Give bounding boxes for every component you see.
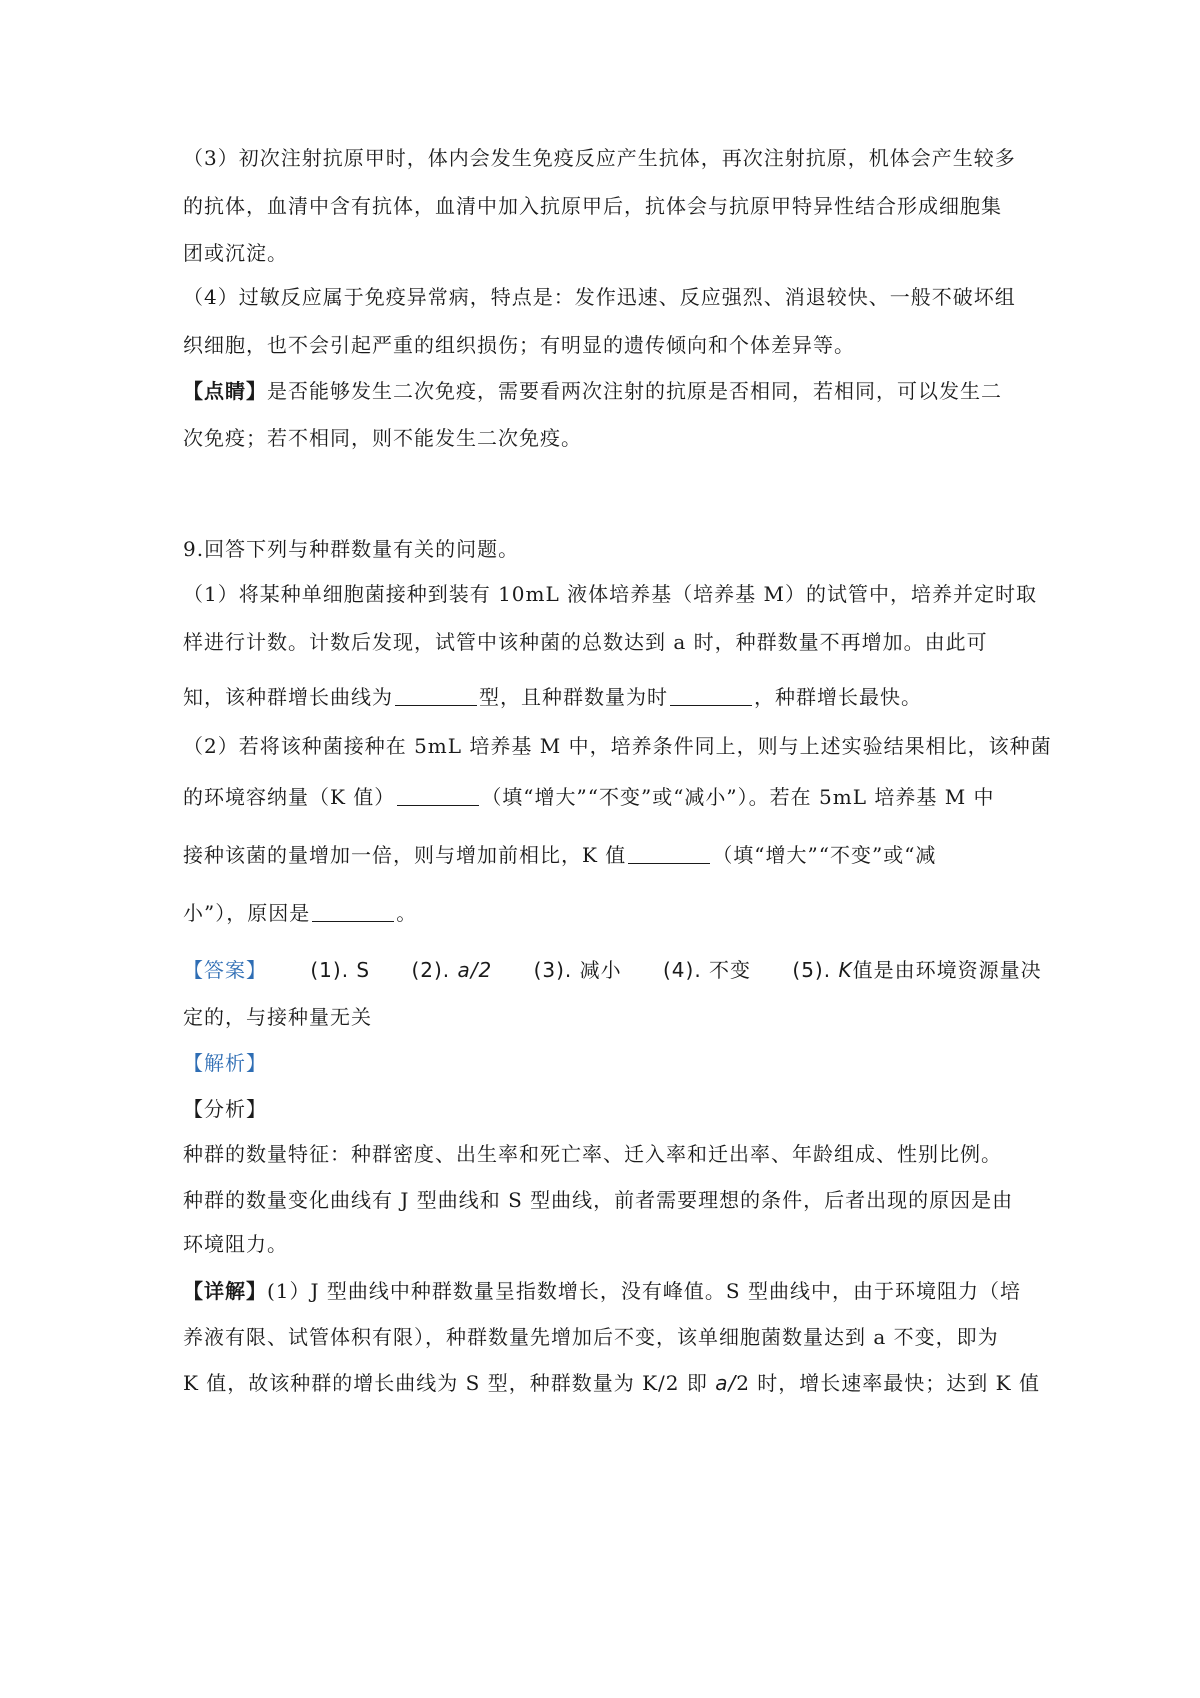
answer-item-3: (3). 减小 [533, 958, 622, 982]
xiangjie-line2: 养液有限、试管体积有限），种群数量先增加后不变，该单细胞菌数量达到 a 不变，即为 [183, 1325, 999, 1349]
xiangjie-line3 [183, 1368, 1043, 1398]
xiangjie-line3-italic: a/ [715, 1371, 737, 1395]
part3-line3: 团或沉淀。 [183, 241, 288, 265]
q9-p2-line3 [183, 840, 1043, 870]
dianjing-text1: 是否能够发生二次免疫，需要看两次注射的抗原是否相同，若相同，可以发生二 [267, 379, 1002, 403]
q9-p2-line2-b: （填“增大”“不变”或“减小”）。若在 5mL 培养基 M 中 [481, 785, 995, 809]
q9-p2-line4 [183, 898, 1043, 928]
q9-p1-line1: （1）将某种单细胞菌接种到装有 10mL 液体培养基（培养基 M）的试管中，培养并定时取 [183, 582, 1037, 606]
q9-p1-line3-b: 型，且种群数量为时 [479, 685, 668, 709]
answer-line1 [183, 955, 1043, 985]
q9-p2-line2 [183, 782, 1043, 812]
answer-item-4: (4). 不变 [663, 958, 752, 982]
q9-p2-line2-a: 的环境容纳量（K 值） [183, 785, 396, 809]
q9-title: 9.回答下列与种群数量有关的问题。 [183, 537, 520, 561]
q9-p2-line3-a: 接种该菌的量增加一倍，则与增加前相比，K 值 [183, 843, 627, 867]
answer-blank-4[interactable] [628, 843, 710, 864]
dianjing-label: 【点睛】 [183, 379, 267, 403]
xiangjie-line3-a: K 值，故该种群的增长曲线为 S 型，种群数量为 K/2 即 [183, 1371, 716, 1395]
dianjing-line2: 次免疫；若不相同，则不能发生二次免疫。 [183, 426, 582, 450]
q9-p1-line3-a: 知，该种群增长曲线为 [183, 685, 393, 709]
fenxi-label: 【分析】 [183, 1097, 267, 1121]
q9-p2-line4-a: 小”），原因是 [183, 901, 311, 925]
answer-blank-3[interactable] [397, 785, 479, 806]
answer-item-2: (2). a/2 [411, 958, 493, 982]
q9-p2-line4-b: 。 [396, 901, 418, 925]
xiangjie-line3-b: 2 时，增长速率最快；达到 K 值 [736, 1371, 1040, 1395]
fenxi-line3: 环境阻力。 [183, 1232, 288, 1256]
xiangjie-line1 [183, 1276, 1043, 1306]
answer-blank-1[interactable] [395, 685, 477, 706]
dianjing-line1 [183, 376, 1043, 406]
part4-line2: 织细胞，也不会引起严重的组织损伤；有明显的遗传倾向和个体差异等。 [183, 333, 855, 357]
jiexi-label: 【解析】 [183, 1051, 267, 1075]
xiangjie-label: 【详解】 [183, 1279, 267, 1303]
answer-line2: 定的，与接种量无关 [183, 1005, 372, 1029]
answer-item-5: (5). K值是由环境资源量决 [792, 958, 1042, 982]
fenxi-line1: 种群的数量特征：种群密度、出生率和死亡率、迁入率和迁出率、年龄组成、性别比例。 [183, 1142, 1002, 1166]
xiangjie-text1: (1）J 型曲线中种群数量呈指数增长，没有峰值。S 型曲线中，由于环境阻力（培 [267, 1279, 1021, 1303]
part3-line2: 的抗体，血清中含有抗体，血清中加入抗原甲后，抗体会与抗原甲特异性结合形成细胞集 [183, 194, 1002, 218]
q9-p2-line3-b: （填“增大”“不变”或“减 [712, 843, 937, 867]
answer-label: 【答案】 [183, 958, 267, 982]
fenxi-line2: 种群的数量变化曲线有 J 型曲线和 S 型曲线，前者需要理想的条件，后者出现的原因是由 [183, 1188, 1014, 1212]
q9-p1-line2: 样进行计数。计数后发现，试管中该种菌的总数达到 a 时，种群数量不再增加。由此可 [183, 630, 988, 654]
answer-item-1: (1). S [310, 958, 371, 982]
q9-p2-line1: （2）若将该种菌接种在 5mL 培养基 M 中，培养条件同上，则与上述实验结果相比，该种菌 [183, 734, 1052, 758]
part4-line1: （4）过敏反应属于免疫异常病，特点是：发作迅速、反应强烈、消退较快、一般不破坏组 [183, 285, 1016, 309]
q9-p1-line3-c: ，种群增长最快。 [754, 685, 922, 709]
part3-line1: （3）初次注射抗原甲时，体内会发生免疫反应产生抗体，再次注射抗原，机体会产生较多 [183, 146, 1016, 170]
q9-p1-line3 [183, 682, 1043, 712]
answer-blank-2[interactable] [670, 685, 752, 706]
answer-blank-5[interactable] [312, 901, 394, 922]
